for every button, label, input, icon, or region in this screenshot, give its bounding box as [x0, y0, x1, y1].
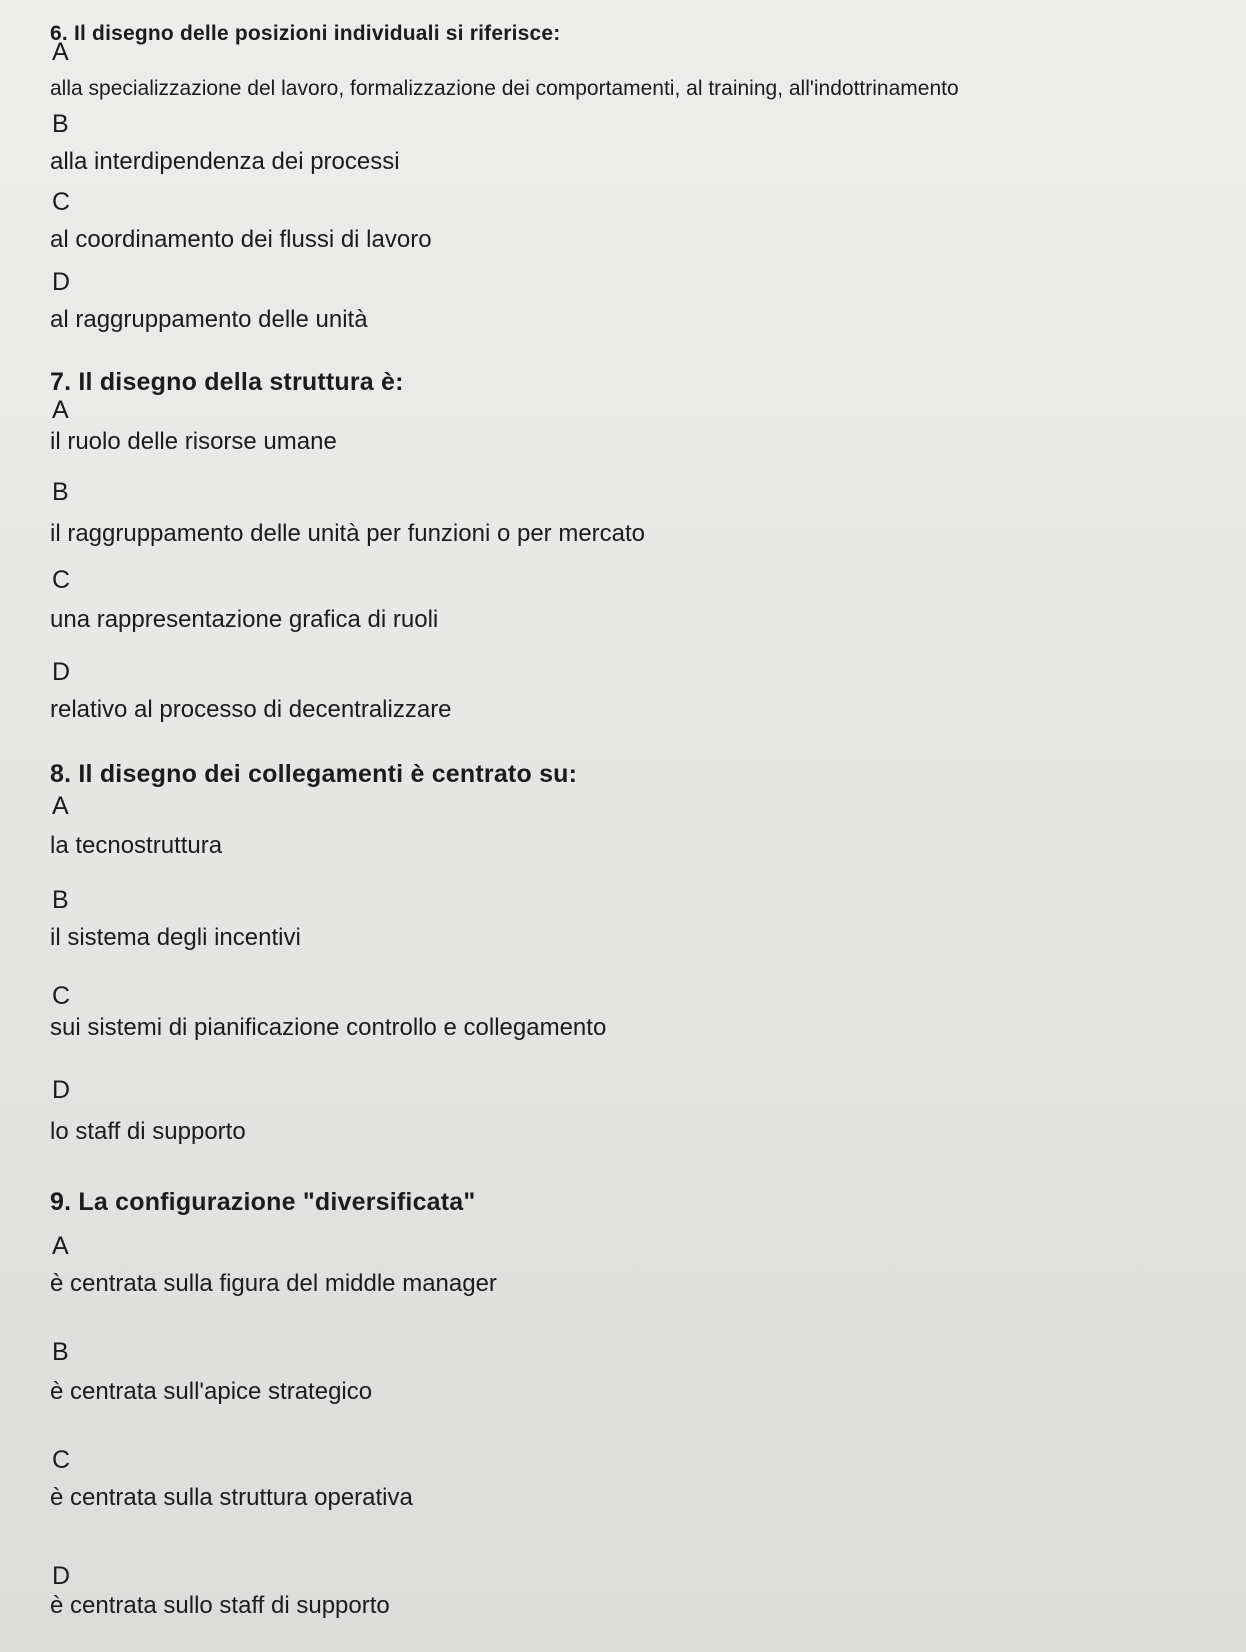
option-text: la tecnostruttura [50, 832, 223, 859]
question-8 [50, 760, 1200, 1145]
option-text: è centrata sulla struttura operativa [50, 1484, 413, 1511]
question-title: 7. Il disegno della struttura è: [50, 368, 404, 396]
option-text: al raggruppamento delle unità [50, 306, 368, 333]
option-letter: B [52, 478, 69, 506]
option-letter: A [52, 1232, 69, 1260]
option-letter: D [52, 1562, 71, 1590]
question-title: 6. Il disegno delle posizioni individuali si riferisce: [50, 22, 561, 45]
option-text: lo staff di supporto [50, 1118, 246, 1145]
option-letter: D [52, 268, 71, 296]
option-letter: C [52, 566, 71, 594]
option-text: è centrata sull'apice strategico [50, 1378, 373, 1405]
option-text: sui sistemi di pianificazione controllo e collegamento [50, 1014, 607, 1041]
question-6 [50, 20, 1200, 333]
option-letter: D [52, 1076, 71, 1104]
option-letter: B [52, 1338, 69, 1366]
question-title: 8. Il disegno dei collegamenti è centrato su: [50, 760, 578, 788]
option-text: relativo al processo di decentralizzare [50, 696, 452, 723]
option-text: il ruolo delle risorse umane [50, 428, 337, 455]
option-letter: C [52, 982, 71, 1010]
option-text: il raggruppamento delle unità per funzioni o per mercato [50, 520, 646, 547]
option-letter: C [52, 188, 71, 216]
option-text: una rappresentazione grafica di ruoli [50, 606, 439, 633]
option-text: alla specializzazione del lavoro, formalizzazione dei comportamenti, al training, all'indottrinamento [50, 77, 959, 100]
option-text: alla interdipendenza dei processi [50, 148, 400, 175]
option-letter: A [52, 792, 69, 820]
question-7 [50, 368, 1200, 723]
question-9 [50, 1188, 1200, 1619]
option-letter: B [52, 110, 69, 138]
option-letter: A [52, 38, 69, 66]
option-letter: A [52, 396, 69, 424]
option-text: il sistema degli incentivi [50, 924, 301, 951]
option-text: al coordinamento dei flussi di lavoro [50, 226, 432, 253]
option-letter: D [52, 658, 71, 686]
option-letter: B [52, 886, 69, 914]
option-text: è centrata sullo staff di supporto [50, 1592, 390, 1619]
question-title: 9. La configurazione "diversificata" [50, 1188, 476, 1216]
option-text: è centrata sulla figura del middle manager [50, 1270, 497, 1297]
option-letter: C [52, 1446, 71, 1474]
